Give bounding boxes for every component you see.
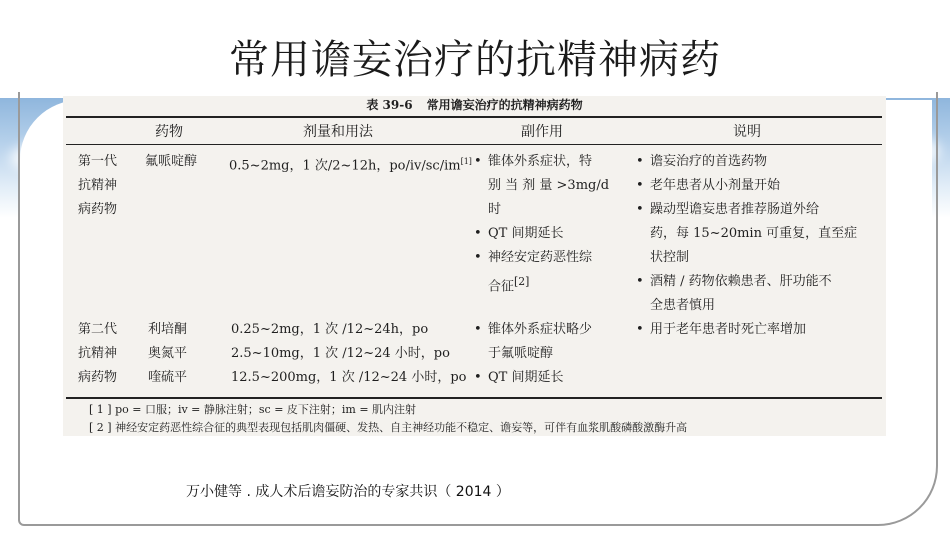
note-line: 药，每 15~20min 可重复，直至症 bbox=[650, 226, 858, 241]
header-dose: 剂量和用法 bbox=[303, 124, 373, 140]
side-effect-item bbox=[473, 318, 633, 366]
drug-name: 氟哌啶醇 bbox=[145, 154, 198, 169]
citation: 万小健等 . 成人术后谵妄防治的专家共识（ 2014 ） bbox=[186, 484, 510, 500]
note-line: • 谵妄治疗的首选药物 bbox=[650, 154, 768, 169]
notes-list bbox=[635, 318, 880, 342]
side-effect-line-text: 合征 bbox=[488, 279, 515, 295]
footnote: [ 2 ] 神经安定药恶性综合征的典型表现包括肌肉僵硬、发热、自主神经功能不稳定、谵妄等，可伴有血浆肌酸磷酸激酶升高 bbox=[89, 421, 688, 434]
footnote-ref: [2] bbox=[514, 275, 530, 288]
note-line: • 酒精 / 药物依赖患者、肝功能不 bbox=[650, 274, 832, 289]
table-bottom-rule bbox=[66, 397, 882, 399]
note-item bbox=[635, 174, 880, 198]
note-line: • 老年患者从小剂量开始 bbox=[650, 178, 781, 193]
table-top-rule bbox=[66, 116, 882, 118]
side-effect-item bbox=[473, 222, 633, 246]
side-effect-line bbox=[488, 270, 633, 299]
side-effect-line: • 锥体外系症状，特 bbox=[488, 154, 593, 169]
footnote: [ 1 ] po = 口服；iv = 静脉注射；sc = 皮下注射；im = 肌内注射 bbox=[89, 403, 417, 416]
side-effect-item bbox=[473, 366, 633, 390]
side-effect-line: 别 当 剂 量 >3mg/d bbox=[488, 178, 610, 193]
note-item bbox=[635, 318, 880, 342]
drug-table bbox=[63, 96, 886, 436]
note-line: • 用于老年患者时死亡率增加 bbox=[650, 322, 807, 337]
header-notes: 说明 bbox=[733, 124, 761, 140]
drug-name: 利培酮 bbox=[148, 322, 188, 337]
side-effect-line: 时 bbox=[488, 202, 502, 217]
drug-dose-text: 0.5~2mg，1 次/2~12h，po/iv/sc/im bbox=[229, 158, 461, 174]
side-effect-line: • 锥体外系症状略少 bbox=[488, 322, 593, 337]
note-line: 状控制 bbox=[650, 250, 690, 265]
note-item bbox=[635, 198, 880, 270]
side-effects-list bbox=[473, 150, 633, 299]
note-item bbox=[635, 270, 880, 318]
side-effect-line: • 神经安定药恶性综 bbox=[488, 250, 593, 265]
table-caption-number: 表 39-6 bbox=[366, 98, 413, 112]
category-first-gen-line: 第一代 bbox=[78, 154, 118, 169]
side-effect-line: • QT 间期延长 bbox=[488, 226, 564, 241]
side-effect-line: 于氟哌啶醇 bbox=[488, 346, 554, 361]
side-effects-list bbox=[473, 318, 633, 390]
drug-name: 奥氮平 bbox=[148, 346, 188, 361]
table-caption-title: 常用谵妄治疗的抗精神病药物 bbox=[426, 98, 583, 112]
table-header-rule bbox=[66, 144, 882, 145]
note-line: • 躁动型谵妄患者推荐肠道外给 bbox=[650, 202, 820, 217]
drug-dose bbox=[229, 150, 472, 178]
side-effect-item bbox=[473, 150, 633, 222]
drug-dose: 2.5~10mg，1 次 /12~24 小时，po bbox=[231, 346, 450, 361]
category-first-gen-line: 病药物 bbox=[78, 202, 118, 217]
side-effect-item bbox=[473, 246, 633, 299]
category-first-gen-line: 抗精神 bbox=[78, 178, 118, 193]
drug-dose: 12.5~200mg，1 次 /12~24 小时，po bbox=[231, 370, 467, 385]
note-item bbox=[635, 150, 880, 174]
category-second-gen-line: 病药物 bbox=[78, 370, 118, 385]
category-second-gen-line: 抗精神 bbox=[78, 346, 118, 361]
footnote-ref: [1] bbox=[460, 157, 472, 166]
header-drug: 药物 bbox=[155, 124, 183, 140]
category-second-gen-line: 第二代 bbox=[78, 322, 118, 337]
notes-list bbox=[635, 150, 880, 318]
note-line: 全患者慎用 bbox=[650, 298, 716, 313]
slide-title: 常用谵妄治疗的抗精神病药 bbox=[229, 37, 721, 83]
header-side-effects: 副作用 bbox=[521, 124, 563, 140]
side-effect-line: • QT 间期延长 bbox=[488, 370, 564, 385]
table-caption bbox=[63, 96, 886, 114]
drug-name: 喹硫平 bbox=[148, 370, 188, 385]
drug-dose: 0.25~2mg，1 次 /12~24h，po bbox=[231, 322, 429, 337]
